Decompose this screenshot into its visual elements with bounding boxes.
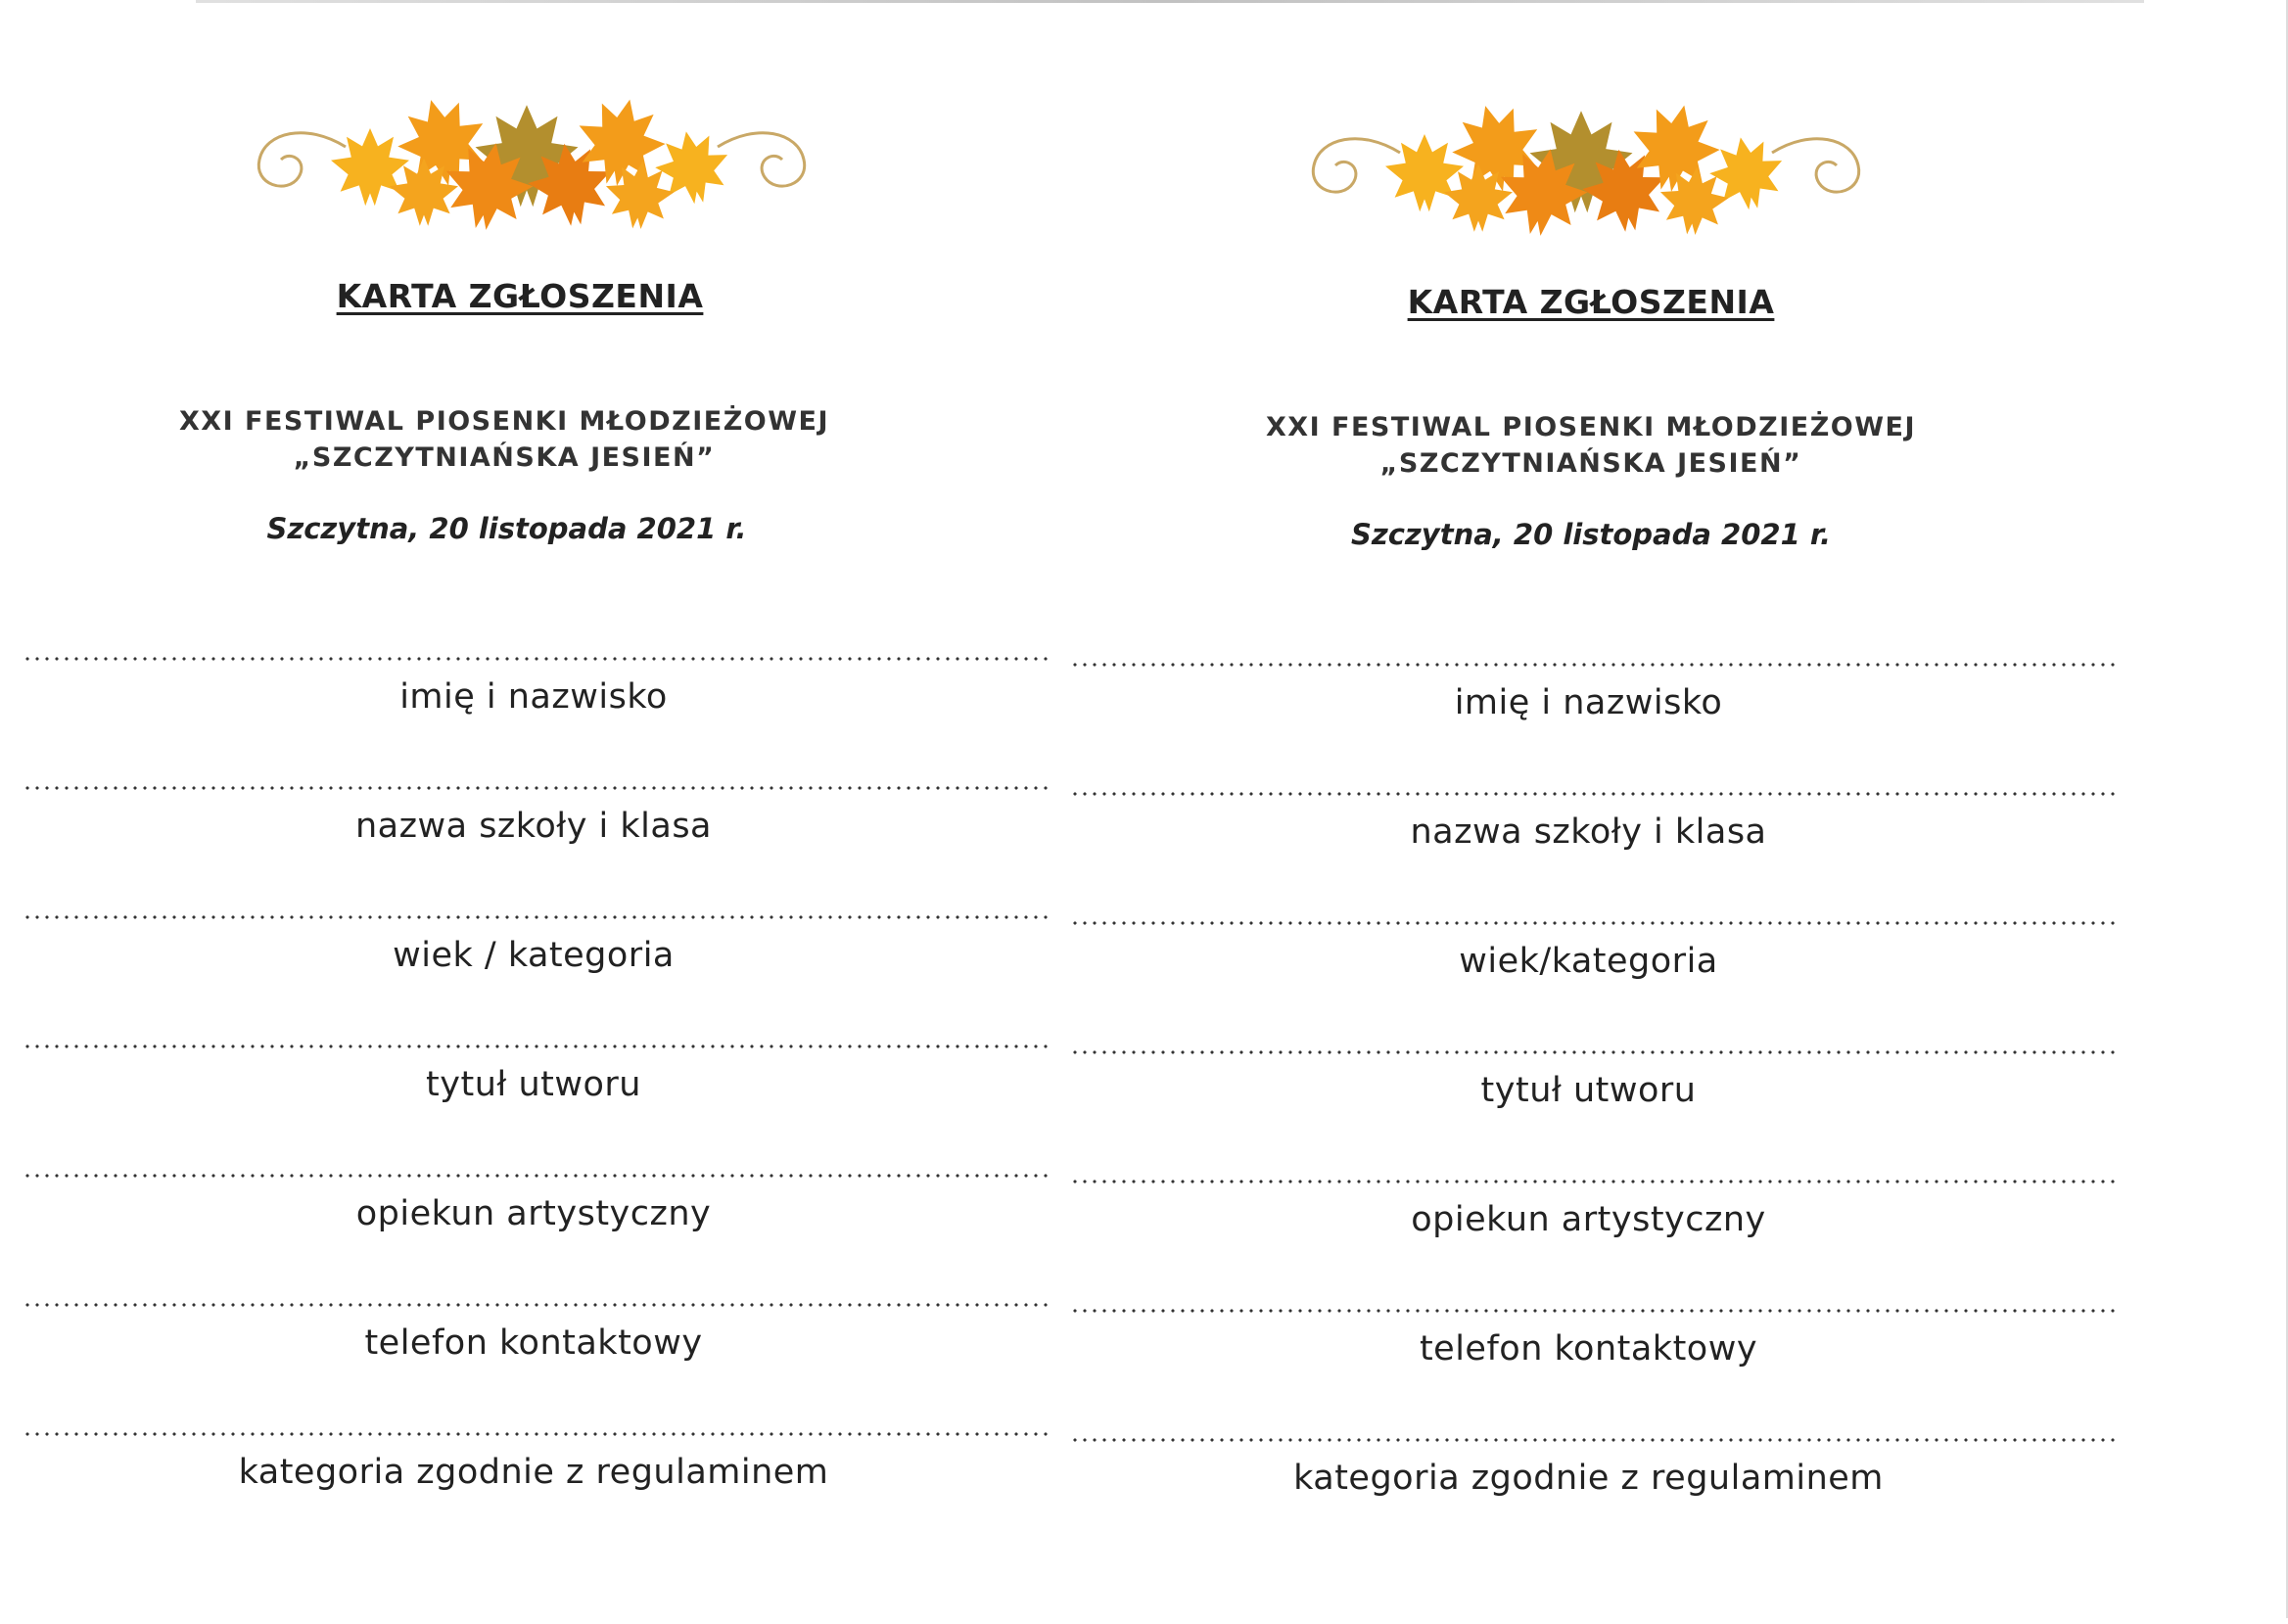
dotted-line: [23, 785, 1052, 791]
field-label: kategoria zgodnie z regulaminem: [1293, 1459, 1884, 1498]
festival-line-2: „SZCZYTNIAŃSKA JESIEŃ”: [293, 442, 716, 473]
festival-name: [15, 403, 994, 476]
dotted-line: [1070, 1308, 2115, 1314]
field-label: kategoria zgodnie z regulaminem: [238, 1453, 829, 1492]
dotted-line: [23, 914, 1052, 920]
festival-line-1: XXI FESTIWAL PIOSENKI MŁODZIEŻOWEJ: [178, 406, 830, 437]
dotted-line: [23, 1431, 1052, 1437]
field-label: nazwa szkoły i klasa: [355, 807, 712, 846]
festival-line-1: XXI FESTIWAL PIOSENKI MŁODZIEŻOWEJ: [1265, 412, 1917, 442]
registration-card-right: [1062, 6, 2120, 1624]
festival-name: [1062, 409, 2120, 482]
field-category-rules[interactable]: [1062, 1437, 2115, 1545]
dotted-line: [1070, 662, 2115, 668]
form-title: KARTA ZGŁOSZENIA: [1407, 283, 1775, 321]
field-name[interactable]: [1062, 662, 2115, 769]
field-label: opiekun artystyczny: [355, 1194, 712, 1233]
field-label: tytuł utworu: [1480, 1071, 1697, 1110]
field-label: nazwa szkoły i klasa: [1410, 812, 1767, 852]
dotted-line: [1070, 791, 2115, 797]
form-title: KARTA ZGŁOSZENIA: [336, 277, 704, 315]
field-label: imię i nazwisko: [1454, 683, 1723, 722]
field-label: opiekun artystyczny: [1411, 1200, 1766, 1239]
dotted-line: [23, 1302, 1052, 1308]
dotted-line: [23, 1044, 1052, 1049]
dotted-line: [1070, 920, 2115, 926]
field-label: tytuł utworu: [426, 1065, 641, 1104]
dotted-line: [23, 1173, 1052, 1179]
field-age-category[interactable]: [15, 914, 1052, 1022]
field-artistic-supervisor[interactable]: [1062, 1179, 2115, 1286]
field-contact-phone[interactable]: [15, 1302, 1052, 1410]
event-date: Szczytna, 20 listopada 2021 r.: [1350, 518, 1832, 551]
field-age-category[interactable]: [1062, 920, 2115, 1028]
field-school[interactable]: [1062, 791, 2115, 899]
field-school[interactable]: [15, 785, 1052, 893]
registration-card-left: [15, 0, 1072, 1618]
dotted-line: [1070, 1179, 2115, 1184]
field-category-rules[interactable]: [15, 1431, 1052, 1539]
field-label: imię i nazwisko: [399, 677, 668, 717]
event-date: Szczytna, 20 listopada 2021 r.: [266, 512, 747, 545]
dotted-line: [23, 656, 1052, 662]
autumn-leaves-ornament: [1302, 99, 1870, 246]
field-song-title[interactable]: [15, 1044, 1052, 1151]
autumn-leaves-ornament: [248, 93, 816, 240]
field-label: wiek/kategoria: [1459, 942, 1718, 981]
field-label: wiek / kategoria: [393, 936, 675, 975]
field-contact-phone[interactable]: [1062, 1308, 2115, 1415]
festival-line-2: „SZCZYTNIAŃSKA JESIEŃ”: [1379, 448, 1802, 479]
field-name[interactable]: [15, 656, 1052, 764]
field-label: telefon kontaktowy: [1419, 1329, 1758, 1369]
dotted-line: [1070, 1049, 2115, 1055]
field-artistic-supervisor[interactable]: [15, 1173, 1052, 1280]
field-label: telefon kontaktowy: [364, 1323, 703, 1363]
dotted-line: [1070, 1437, 2115, 1443]
field-song-title[interactable]: [1062, 1049, 2115, 1157]
